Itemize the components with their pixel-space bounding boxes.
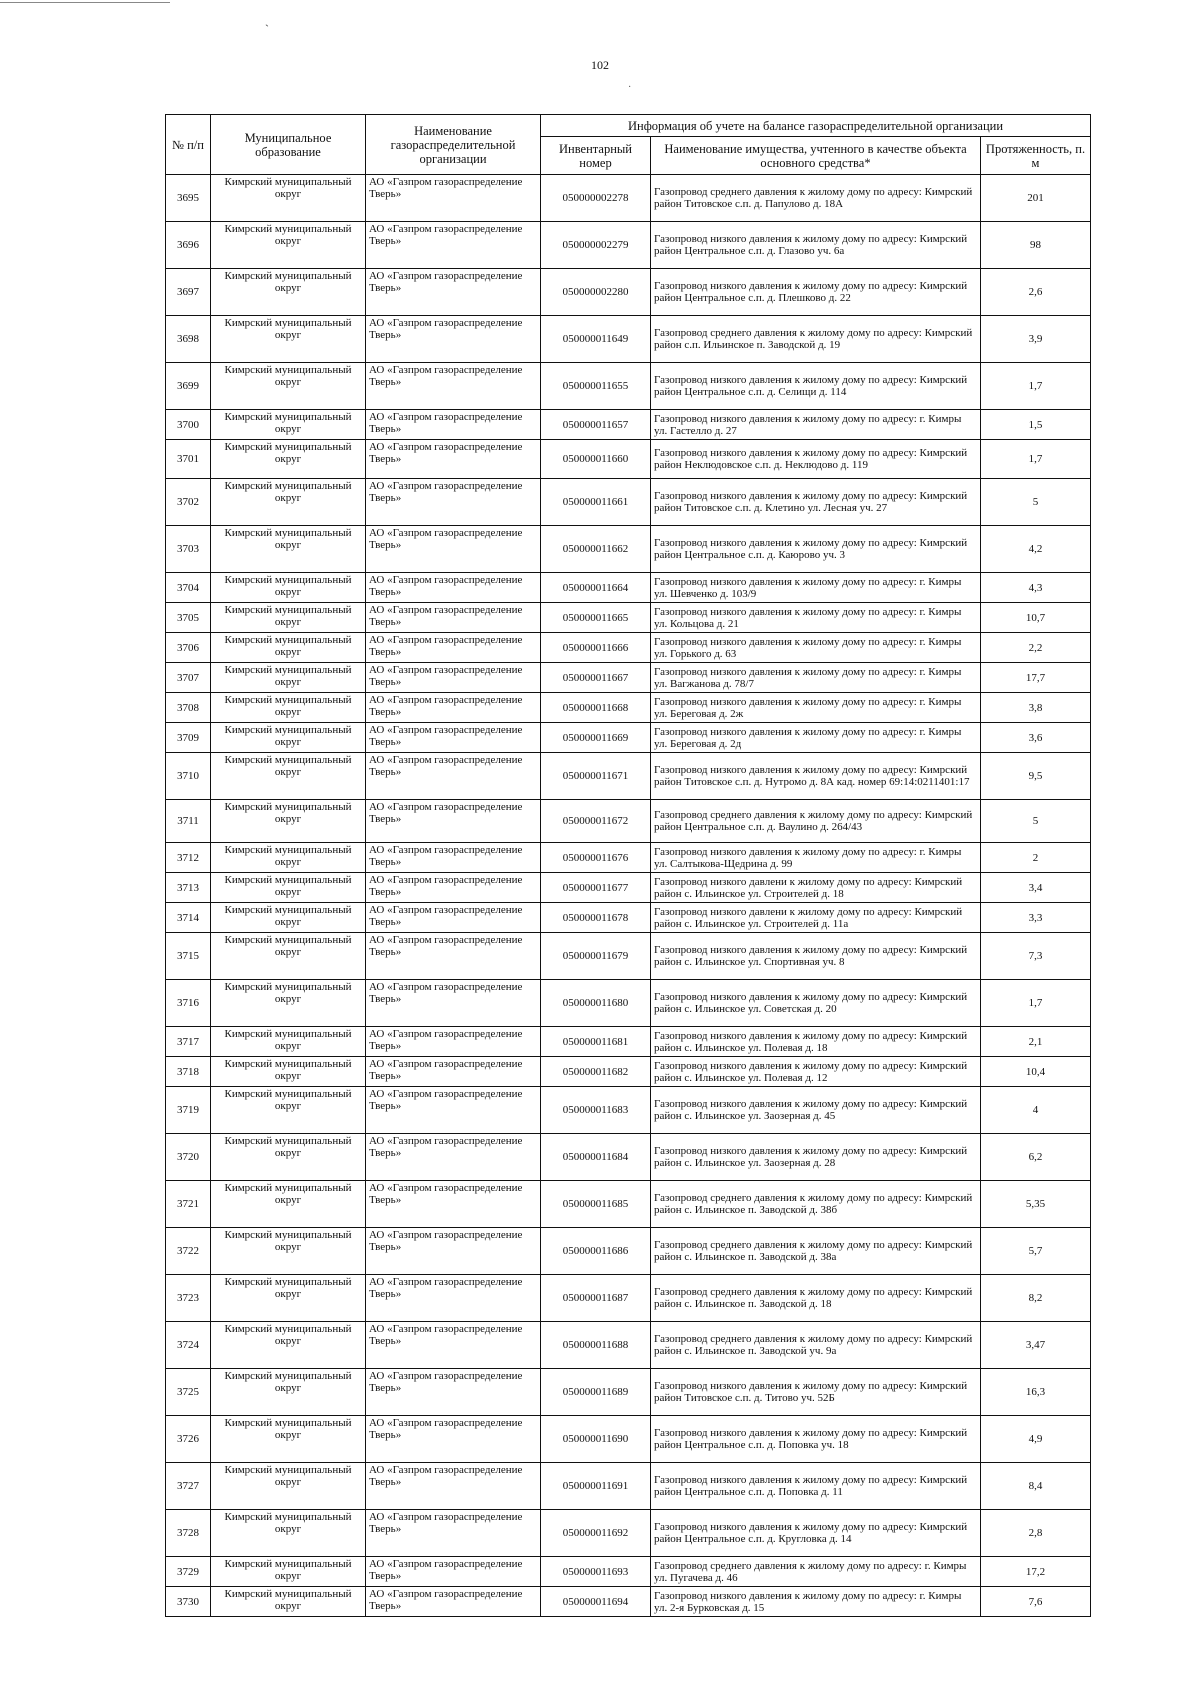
inventory-number-cell: 050000011688 — [541, 1322, 651, 1369]
row-number: 3698 — [166, 316, 211, 363]
inventory-number-cell: 050000011671 — [541, 753, 651, 800]
scan-mark: ˋ — [265, 22, 269, 36]
length-cell: 2 — [981, 843, 1091, 873]
property-name-cell: Газопровод низкого давления к жилому дому по адресу: Кимрский район Центральное с.п. д. Кругловка д. 14 — [651, 1510, 981, 1557]
table-row — [166, 980, 1091, 1027]
length-cell: 2,2 — [981, 633, 1091, 663]
length-cell: 4 — [981, 1087, 1091, 1134]
inventory-number-cell: 050000011664 — [541, 573, 651, 603]
length-cell: 4,3 — [981, 573, 1091, 603]
table-row — [166, 1134, 1091, 1181]
table-row — [166, 573, 1091, 603]
header-num: № п/п — [166, 115, 211, 175]
row-number: 3697 — [166, 269, 211, 316]
inventory-number-cell: 050000011682 — [541, 1057, 651, 1087]
organization-cell: АО «Газпром газораспределение Тверь» — [366, 410, 541, 440]
municipality-cell: Кимрский муниципальный округ — [211, 526, 366, 573]
organization-cell: АО «Газпром газораспределение Тверь» — [366, 1322, 541, 1369]
organization-cell: АО «Газпром газораспределение Тверь» — [366, 316, 541, 363]
organization-cell: АО «Газпром газораспределение Тверь» — [366, 693, 541, 723]
organization-cell: АО «Газпром газораспределение Тверь» — [366, 1416, 541, 1463]
table-row — [166, 693, 1091, 723]
property-name-cell: Газопровод низкого давления к жилому дому по адресу: Кимрский район с. Ильинское ул. Советская д. 20 — [651, 980, 981, 1027]
length-cell: 1,7 — [981, 363, 1091, 410]
length-cell: 5,7 — [981, 1228, 1091, 1275]
table-row — [166, 723, 1091, 753]
property-name-cell: Газопровод низкого давления к жилому дому по адресу: г. Кимры ул. Вагжанова д. 78/7 — [651, 663, 981, 693]
municipality-cell: Кимрский муниципальный округ — [211, 1587, 366, 1617]
row-number: 3709 — [166, 723, 211, 753]
inventory-number-cell: 050000011676 — [541, 843, 651, 873]
inventory-number-cell: 050000011669 — [541, 723, 651, 753]
municipality-cell: Кимрский муниципальный округ — [211, 1027, 366, 1057]
municipality-cell: Кимрский муниципальный округ — [211, 479, 366, 526]
municipality-cell: Кимрский муниципальный округ — [211, 603, 366, 633]
table-row — [166, 1228, 1091, 1275]
organization-cell: АО «Газпром газораспределение Тверь» — [366, 980, 541, 1027]
municipality-cell: Кимрский муниципальный округ — [211, 933, 366, 980]
length-cell: 7,6 — [981, 1587, 1091, 1617]
row-number: 3716 — [166, 980, 211, 1027]
organization-cell: АО «Газпром газораспределение Тверь» — [366, 933, 541, 980]
row-number: 3708 — [166, 693, 211, 723]
property-name-cell: Газопровод низкого давлени к жилому дому по адресу: Кимрский район с. Ильинское ул. Строителей д. 18 — [651, 873, 981, 903]
organization-cell: АО «Газпром газораспределение Тверь» — [366, 175, 541, 222]
row-number: 3720 — [166, 1134, 211, 1181]
row-number: 3719 — [166, 1087, 211, 1134]
gas-property-table — [165, 114, 1091, 1617]
inventory-number-cell: 050000011679 — [541, 933, 651, 980]
municipality-cell: Кимрский муниципальный округ — [211, 873, 366, 903]
row-number: 3700 — [166, 410, 211, 440]
property-name-cell: Газопровод низкого давления к жилому дому по адресу: Кимрский район Центральное с.п. д. Селищи д. 114 — [651, 363, 981, 410]
inventory-number-cell: 050000011662 — [541, 526, 651, 573]
property-name-cell: Газопровод низкого давления к жилому дому по адресу: Кимрский район Титовское с.п. д. Нутромо д. 8А кад. номер 69:14:0211401:17 — [651, 753, 981, 800]
scan-dot: · — [628, 82, 632, 93]
inventory-number-cell: 050000011657 — [541, 410, 651, 440]
organization-cell: АО «Газпром газораспределение Тверь» — [366, 723, 541, 753]
inventory-number-cell: 050000002280 — [541, 269, 651, 316]
organization-cell: АО «Газпром газораспределение Тверь» — [366, 1463, 541, 1510]
scan-top-line — [0, 2, 170, 3]
inventory-number-cell: 050000011685 — [541, 1181, 651, 1228]
municipality-cell: Кимрский муниципальный округ — [211, 1181, 366, 1228]
property-name-cell: Газопровод низкого давления к жилому дому по адресу: г. Кимры ул. Береговая д. 2д — [651, 723, 981, 753]
municipality-cell: Кимрский муниципальный округ — [211, 1228, 366, 1275]
municipality-cell: Кимрский муниципальный округ — [211, 573, 366, 603]
row-number: 3703 — [166, 526, 211, 573]
row-number: 3706 — [166, 633, 211, 663]
row-number: 3715 — [166, 933, 211, 980]
municipality-cell: Кимрский муниципальный округ — [211, 980, 366, 1027]
table-row — [166, 603, 1091, 633]
inventory-number-cell: 050000011683 — [541, 1087, 651, 1134]
length-cell: 1,5 — [981, 410, 1091, 440]
table-row — [166, 479, 1091, 526]
organization-cell: АО «Газпром газораспределение Тверь» — [366, 1057, 541, 1087]
property-name-cell: Газопровод низкого давления к жилому дому по адресу: г. Кимры ул. Береговая д. 2ж — [651, 693, 981, 723]
table-row — [166, 1416, 1091, 1463]
row-number: 3722 — [166, 1228, 211, 1275]
length-cell: 98 — [981, 222, 1091, 269]
length-cell: 9,5 — [981, 753, 1091, 800]
table-row — [166, 410, 1091, 440]
length-cell: 8,4 — [981, 1463, 1091, 1510]
organization-cell: АО «Газпром газораспределение Тверь» — [366, 1228, 541, 1275]
organization-cell: АО «Газпром газораспределение Тверь» — [366, 440, 541, 479]
row-number: 3695 — [166, 175, 211, 222]
municipality-cell: Кимрский муниципальный округ — [211, 1134, 366, 1181]
organization-cell: АО «Газпром газораспределение Тверь» — [366, 663, 541, 693]
inventory-number-cell: 050000011686 — [541, 1228, 651, 1275]
property-name-cell: Газопровод низкого давления к жилому дому по адресу: Кимрский район с. Ильинское ул. Полевая д. 18 — [651, 1027, 981, 1057]
length-cell: 17,7 — [981, 663, 1091, 693]
table-row — [166, 1322, 1091, 1369]
municipality-cell: Кимрский муниципальный округ — [211, 1322, 366, 1369]
inventory-number-cell: 050000011655 — [541, 363, 651, 410]
municipality-cell: Кимрский муниципальный округ — [211, 1463, 366, 1510]
municipality-cell: Кимрский муниципальный округ — [211, 1087, 366, 1134]
organization-cell: АО «Газпром газораспределение Тверь» — [366, 1087, 541, 1134]
inventory-number-cell: 050000002278 — [541, 175, 651, 222]
inventory-number-cell: 050000011681 — [541, 1027, 651, 1057]
table-row — [166, 1587, 1091, 1617]
inventory-number-cell: 050000011690 — [541, 1416, 651, 1463]
organization-cell: АО «Газпром газораспределение Тверь» — [366, 1587, 541, 1617]
length-cell: 10,4 — [981, 1057, 1091, 1087]
municipality-cell: Кимрский муниципальный округ — [211, 1557, 366, 1587]
municipality-cell: Кимрский муниципальный округ — [211, 222, 366, 269]
inventory-number-cell: 050000011687 — [541, 1275, 651, 1322]
property-name-cell: Газопровод низкого давления к жилому дому по адресу: Кимрский район Титовское с.п. д. Клетино ул. Лесная уч. 27 — [651, 479, 981, 526]
property-name-cell: Газопровод среднего давления к жилому дому по адресу: Кимрский район с. Ильинское п. Заводской д. 38а — [651, 1228, 981, 1275]
property-name-cell: Газопровод низкого давления к жилому дому по адресу: Кимрский район с. Ильинское ул. Заозерная д. 28 — [651, 1134, 981, 1181]
table-row — [166, 1181, 1091, 1228]
table-row — [166, 1557, 1091, 1587]
organization-cell: АО «Газпром газораспределение Тверь» — [366, 843, 541, 873]
property-name-cell: Газопровод низкого давления к жилому дому по адресу: Кимрский район Центральное с.п. д. Поповка уч. 18 — [651, 1416, 981, 1463]
length-cell: 3,9 — [981, 316, 1091, 363]
row-number: 3718 — [166, 1057, 211, 1087]
municipality-cell: Кимрский муниципальный округ — [211, 269, 366, 316]
row-number: 3710 — [166, 753, 211, 800]
row-number: 3704 — [166, 573, 211, 603]
inventory-number-cell: 050000011667 — [541, 663, 651, 693]
property-name-cell: Газопровод среднего давления к жилому дому по адресу: Кимрский район с. Ильинское п. Заводской д. 38б — [651, 1181, 981, 1228]
municipality-cell: Кимрский муниципальный округ — [211, 1275, 366, 1322]
length-cell: 3,4 — [981, 873, 1091, 903]
header-org: Наименование газораспределительной организации — [366, 115, 541, 175]
property-name-cell: Газопровод низкого давления к жилому дому по адресу: г. Кимры ул. Кольцова д. 21 — [651, 603, 981, 633]
inventory-number-cell: 050000011689 — [541, 1369, 651, 1416]
organization-cell: АО «Газпром газораспределение Тверь» — [366, 363, 541, 410]
organization-cell: АО «Газпром газораспределение Тверь» — [366, 526, 541, 573]
inventory-number-cell: 050000011668 — [541, 693, 651, 723]
inventory-number-cell: 050000011660 — [541, 440, 651, 479]
table-row — [166, 1369, 1091, 1416]
table-row — [166, 1463, 1091, 1510]
row-number: 3702 — [166, 479, 211, 526]
municipality-cell: Кимрский муниципальный округ — [211, 633, 366, 663]
property-name-cell: Газопровод низкого давления к жилому дому по адресу: Кимрский район Неклюдовское с.п. д. Неклюдово д. 119 — [651, 440, 981, 479]
property-name-cell: Газопровод низкого давления к жилому дому по адресу: Кимрский район с. Ильинское ул. Спортивная уч. 8 — [651, 933, 981, 980]
inventory-number-cell: 050000011694 — [541, 1587, 651, 1617]
row-number: 3714 — [166, 903, 211, 933]
municipality-cell: Кимрский муниципальный округ — [211, 843, 366, 873]
organization-cell: АО «Газпром газораспределение Тверь» — [366, 1134, 541, 1181]
property-name-cell: Газопровод низкого давления к жилому дому по адресу: Кимрский район с. Ильинское ул. Заозерная д. 45 — [651, 1087, 981, 1134]
property-name-cell: Газопровод низкого давления к жилому дому по адресу: Кимрский район Центральное с.п. д. Поповка д. 11 — [651, 1463, 981, 1510]
property-name-cell: Газопровод низкого давления к жилому дому по адресу: г. Кимры ул. Горького д. 63 — [651, 633, 981, 663]
municipality-cell: Кимрский муниципальный округ — [211, 800, 366, 843]
row-number: 3705 — [166, 603, 211, 633]
property-name-cell: Газопровод низкого давления к жилому дому по адресу: г. Кимры ул. Шевченко д. 103/9 — [651, 573, 981, 603]
organization-cell: АО «Газпром газораспределение Тверь» — [366, 222, 541, 269]
property-name-cell: Газопровод среднего давления к жилому дому по адресу: Кимрский район Центральное с.п. д. Ваулино д. 264/43 — [651, 800, 981, 843]
length-cell: 5,35 — [981, 1181, 1091, 1228]
row-number: 3729 — [166, 1557, 211, 1587]
organization-cell: АО «Газпром газораспределение Тверь» — [366, 1369, 541, 1416]
table-row — [166, 316, 1091, 363]
header-balance-info: Информация об учете на балансе газораспределительной организации — [541, 115, 1091, 137]
table-row — [166, 800, 1091, 843]
length-cell: 2,8 — [981, 1510, 1091, 1557]
inventory-number-cell: 050000011661 — [541, 479, 651, 526]
table-row — [166, 873, 1091, 903]
length-cell: 7,3 — [981, 933, 1091, 980]
inventory-number-cell: 050000011672 — [541, 800, 651, 843]
length-cell: 2,6 — [981, 269, 1091, 316]
table-row — [166, 363, 1091, 410]
property-name-cell: Газопровод низкого давления к жилому дому по адресу: г. Кимры ул. 2-я Бурковская д. 15 — [651, 1587, 981, 1617]
organization-cell: АО «Газпром газораспределение Тверь» — [366, 603, 541, 633]
property-name-cell: Газопровод низкого давления к жилому дому по адресу: Кимрский район Титовское с.п. д. Титово уч. 52Б — [651, 1369, 981, 1416]
inventory-number-cell: 050000011684 — [541, 1134, 651, 1181]
property-name-cell: Газопровод среднего давления к жилому дому по адресу: г. Кимры ул. Пугачева д. 46 — [651, 1557, 981, 1587]
municipality-cell: Кимрский муниципальный округ — [211, 693, 366, 723]
organization-cell: АО «Газпром газораспределение Тверь» — [366, 1510, 541, 1557]
table-row — [166, 843, 1091, 873]
length-cell: 16,3 — [981, 1369, 1091, 1416]
row-number: 3699 — [166, 363, 211, 410]
table-row — [166, 663, 1091, 693]
organization-cell: АО «Газпром газораспределение Тверь» — [366, 1275, 541, 1322]
length-cell: 2,1 — [981, 1027, 1091, 1057]
property-name-cell: Газопровод среднего давления к жилому дому по адресу: Кимрский район с.п. Ильинское п. Заводской д. 19 — [651, 316, 981, 363]
municipality-cell: Кимрский муниципальный округ — [211, 363, 366, 410]
property-name-cell: Газопровод низкого давления к жилому дому по адресу: г. Кимры ул. Гастелло д. 27 — [651, 410, 981, 440]
municipality-cell: Кимрский муниципальный округ — [211, 175, 366, 222]
row-number: 3721 — [166, 1181, 211, 1228]
table-row — [166, 175, 1091, 222]
row-number: 3727 — [166, 1463, 211, 1510]
property-name-cell: Газопровод среднего давления к жилому дому по адресу: Кимрский район с. Ильинское п. Заводской д. 18 — [651, 1275, 981, 1322]
organization-cell: АО «Газпром газораспределение Тверь» — [366, 1027, 541, 1057]
organization-cell: АО «Газпром газораспределение Тверь» — [366, 479, 541, 526]
inventory-number-cell: 050000011649 — [541, 316, 651, 363]
length-cell: 6,2 — [981, 1134, 1091, 1181]
length-cell: 8,2 — [981, 1275, 1091, 1322]
header-municipality: Муниципальное образование — [211, 115, 366, 175]
page-number: 102 — [591, 58, 609, 72]
property-name-cell: Газопровод среднего давления к жилому дому по адресу: Кимрский район с. Ильинское п. Заводской уч. 9а — [651, 1322, 981, 1369]
table-row — [166, 440, 1091, 479]
organization-cell: АО «Газпром газораспределение Тверь» — [366, 873, 541, 903]
length-cell: 5 — [981, 479, 1091, 526]
table-row — [166, 222, 1091, 269]
row-number: 3696 — [166, 222, 211, 269]
table-row — [166, 753, 1091, 800]
table-row — [166, 1510, 1091, 1557]
inventory-number-cell: 050000011680 — [541, 980, 651, 1027]
municipality-cell: Кимрский муниципальный округ — [211, 1416, 366, 1463]
organization-cell: АО «Газпром газораспределение Тверь» — [366, 633, 541, 663]
row-number: 3717 — [166, 1027, 211, 1057]
inventory-number-cell: 050000011677 — [541, 873, 651, 903]
row-number: 3701 — [166, 440, 211, 479]
header-length: Протяженность, п. м — [981, 137, 1091, 175]
row-number: 3707 — [166, 663, 211, 693]
row-number: 3713 — [166, 873, 211, 903]
table-row — [166, 269, 1091, 316]
row-number: 3712 — [166, 843, 211, 873]
property-name-cell: Газопровод низкого давления к жилому дому по адресу: Кимрский район Центральное с.п. д. Глазово уч. 6а — [651, 222, 981, 269]
municipality-cell: Кимрский муниципальный округ — [211, 410, 366, 440]
length-cell: 3,3 — [981, 903, 1091, 933]
length-cell: 3,8 — [981, 693, 1091, 723]
inventory-number-cell: 050000011692 — [541, 1510, 651, 1557]
table-row — [166, 1057, 1091, 1087]
municipality-cell: Кимрский муниципальный округ — [211, 1057, 366, 1087]
length-cell: 201 — [981, 175, 1091, 222]
table-row — [166, 1275, 1091, 1322]
row-number: 3728 — [166, 1510, 211, 1557]
table-row — [166, 1087, 1091, 1134]
length-cell: 10,7 — [981, 603, 1091, 633]
table-row — [166, 933, 1091, 980]
property-name-cell: Газопровод среднего давления к жилому дому по адресу: Кимрский район Титовское с.п. д. Папулово д. 18А — [651, 175, 981, 222]
length-cell: 17,2 — [981, 1557, 1091, 1587]
organization-cell: АО «Газпром газораспределение Тверь» — [366, 269, 541, 316]
row-number: 3726 — [166, 1416, 211, 1463]
row-number: 3711 — [166, 800, 211, 843]
length-cell: 4,2 — [981, 526, 1091, 573]
organization-cell: АО «Газпром газораспределение Тверь» — [366, 753, 541, 800]
property-name-cell: Газопровод низкого давлени к жилому дому по адресу: Кимрский район с. Ильинское ул. Строителей д. 11а — [651, 903, 981, 933]
organization-cell: АО «Газпром газораспределение Тверь» — [366, 903, 541, 933]
property-name-cell: Газопровод низкого давления к жилому дому по адресу: Кимрский район Центральное с.п. д. Плешково д. 22 — [651, 269, 981, 316]
municipality-cell: Кимрский муниципальный округ — [211, 440, 366, 479]
row-number: 3725 — [166, 1369, 211, 1416]
organization-cell: АО «Газпром газораспределение Тверь» — [366, 1557, 541, 1587]
table-row — [166, 526, 1091, 573]
length-cell: 4,9 — [981, 1416, 1091, 1463]
length-cell: 5 — [981, 800, 1091, 843]
inventory-number-cell: 050000011666 — [541, 633, 651, 663]
municipality-cell: Кимрский муниципальный округ — [211, 723, 366, 753]
row-number: 3723 — [166, 1275, 211, 1322]
inventory-number-cell: 050000002279 — [541, 222, 651, 269]
table-row — [166, 633, 1091, 663]
organization-cell: АО «Газпром газораспределение Тверь» — [366, 573, 541, 603]
municipality-cell: Кимрский муниципальный округ — [211, 753, 366, 800]
length-cell: 3,47 — [981, 1322, 1091, 1369]
municipality-cell: Кимрский муниципальный округ — [211, 1369, 366, 1416]
property-name-cell: Газопровод низкого давления к жилому дому по адресу: Кимрский район Центральное с.п. д. Каюрово уч. 3 — [651, 526, 981, 573]
header-inventory: Инвентарный номер — [541, 137, 651, 175]
inventory-number-cell: 050000011691 — [541, 1463, 651, 1510]
property-name-cell: Газопровод низкого давления к жилому дому по адресу: Кимрский район с. Ильинское ул. Полевая д. 12 — [651, 1057, 981, 1087]
header-property: Наименование имущества, учтенного в качестве объекта основного средства* — [651, 137, 981, 175]
row-number: 3730 — [166, 1587, 211, 1617]
municipality-cell: Кимрский муниципальный округ — [211, 663, 366, 693]
table-row — [166, 1027, 1091, 1057]
municipality-cell: Кимрский муниципальный округ — [211, 316, 366, 363]
length-cell: 1,7 — [981, 980, 1091, 1027]
inventory-number-cell: 050000011693 — [541, 1557, 651, 1587]
length-cell: 3,6 — [981, 723, 1091, 753]
municipality-cell: Кимрский муниципальный округ — [211, 903, 366, 933]
inventory-number-cell: 050000011678 — [541, 903, 651, 933]
organization-cell: АО «Газпром газораспределение Тверь» — [366, 1181, 541, 1228]
property-name-cell: Газопровод низкого давления к жилому дому по адресу: г. Кимры ул. Салтыкова-Щедрина д. 99 — [651, 843, 981, 873]
inventory-number-cell: 050000011665 — [541, 603, 651, 633]
row-number: 3724 — [166, 1322, 211, 1369]
organization-cell: АО «Газпром газораспределение Тверь» — [366, 800, 541, 843]
table-row — [166, 903, 1091, 933]
length-cell: 1,7 — [981, 440, 1091, 479]
municipality-cell: Кимрский муниципальный округ — [211, 1510, 366, 1557]
